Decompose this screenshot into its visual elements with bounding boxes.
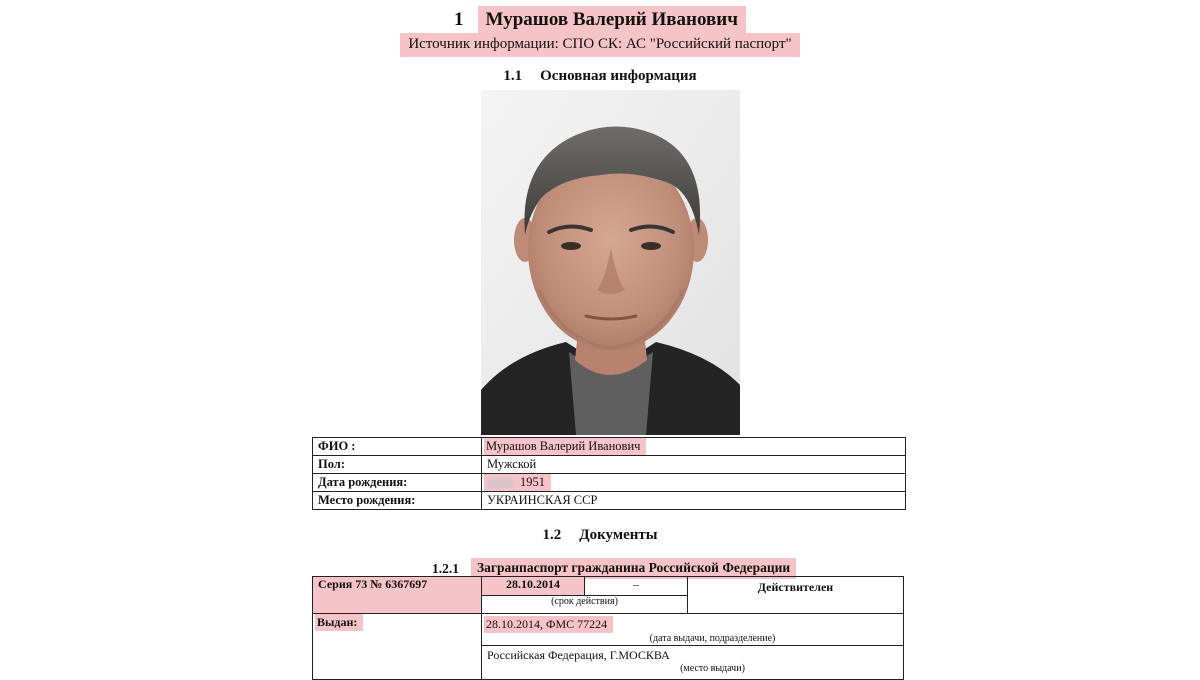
- info-value: [482, 438, 906, 456]
- info-value: Мужской: [482, 456, 906, 474]
- info-row-sex: [313, 456, 906, 474]
- birth-year: 1951: [520, 475, 545, 489]
- source-text: Источник информации: СПО СК: АС "Российский паспорт": [400, 33, 799, 57]
- passport-series: Серия 73 № 6367697: [313, 577, 482, 614]
- info-row-birthplace: [313, 492, 906, 510]
- fio-value: Мурашов Валерий Иванович: [484, 438, 646, 455]
- section-title: Основная информация: [540, 68, 697, 84]
- info-row-birthdate: [313, 474, 906, 492]
- issued-value: 28.10.2014, ФМС 77224: [484, 616, 613, 633]
- validity-caption: (срок действия): [482, 596, 688, 614]
- birthdate-value: [484, 474, 551, 491]
- issued-caption: (дата выдачи, подразделение): [649, 633, 776, 644]
- person-number: 1: [454, 9, 464, 30]
- section-basic-info-heading: [0, 68, 1200, 85]
- subsection-title: Загранпаспорт гражданина Российской Федерации: [471, 558, 796, 579]
- section-number: 1.2: [542, 527, 562, 543]
- issued-label: Выдан:: [315, 614, 363, 631]
- section-title: Документы: [579, 527, 658, 543]
- info-label: Пол:: [313, 456, 482, 474]
- subsection-number: 1.2.1: [432, 561, 459, 576]
- place-cell: [482, 646, 904, 680]
- source-line: [0, 33, 1200, 57]
- person-title: [0, 6, 1200, 35]
- passport-table: [312, 576, 904, 680]
- basic-info-table: [312, 437, 906, 510]
- redaction-blur: [486, 478, 514, 489]
- info-value: [482, 474, 906, 492]
- info-label: Дата рождения:: [313, 474, 482, 492]
- place-value: Российская Федерация, Г.МОСКВА: [487, 648, 670, 662]
- person-name-heading: Мурашов Валерий Иванович: [478, 6, 746, 35]
- info-row-fio: [313, 438, 906, 456]
- passport-status: Действителен: [688, 577, 904, 614]
- issued-cell: [482, 614, 904, 646]
- section-documents-heading: [0, 527, 1200, 544]
- passport-date-from: 28.10.2014: [482, 577, 585, 596]
- place-caption: (место выдачи): [680, 663, 745, 674]
- section-number: 1.1: [503, 68, 523, 84]
- info-label: Место рождения:: [313, 492, 482, 510]
- info-value: УКРАИНСКАЯ ССР: [482, 492, 906, 510]
- info-label: ФИО :: [313, 438, 482, 456]
- issued-label-cell: [313, 614, 482, 680]
- portrait-photo: [481, 90, 740, 435]
- passport-date-to: –: [585, 577, 688, 596]
